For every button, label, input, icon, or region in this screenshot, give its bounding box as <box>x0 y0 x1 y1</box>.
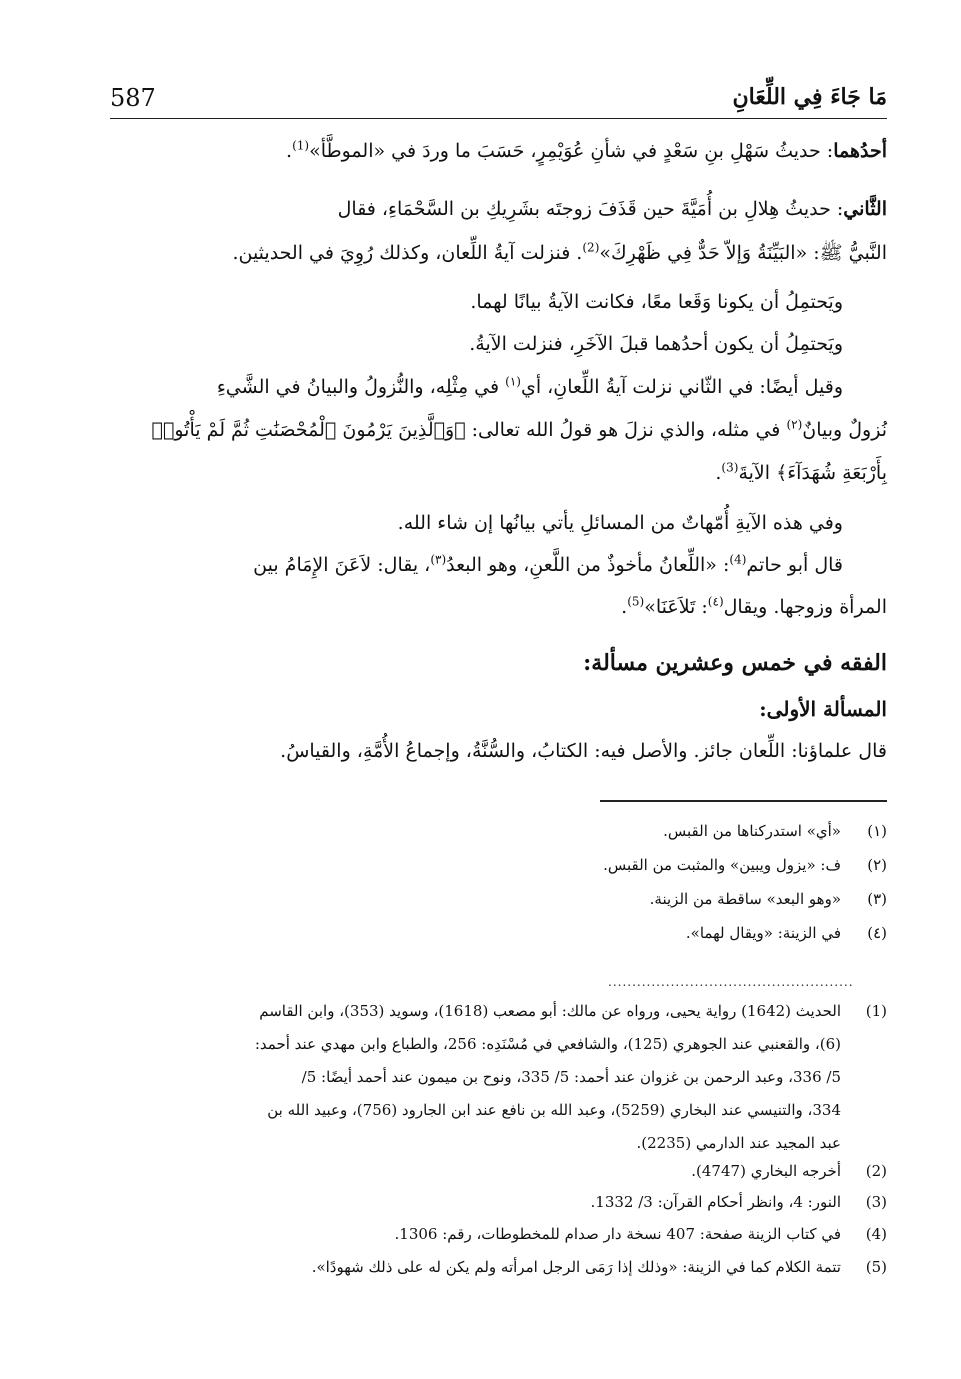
footnote-item <box>312 1258 887 1276</box>
footnote-text: أخرجه البخاري (4747). <box>691 1162 841 1180</box>
footnote-ref: (٤) <box>707 594 724 609</box>
page-header <box>110 80 887 120</box>
footnote-item <box>650 890 887 908</box>
paragraph-6: وفي هذه الآيةِ أُمّهاتٌ من المسائلِ يأتي بيانُها إن شاء الله. <box>397 512 843 534</box>
footnote-ref: (5) <box>627 594 645 609</box>
footnote-text: عبد المجيد عند الدارمي (2235). <box>636 1134 841 1152</box>
footnote-item <box>686 924 887 942</box>
footnote-number: (٣) <box>867 890 887 908</box>
footnote-number: (١) <box>867 822 887 840</box>
paragraph-3: ويَحتمِلُ أن يكونا وَقَعا معًا، فكانت الآيةُ بيانًا لهما. <box>470 291 843 313</box>
footnote-item <box>691 1162 887 1180</box>
footnote-text: في الزينة: «ويقال لهما». <box>685 924 841 942</box>
paragraph-1: أحدُهما: حديثُ سَهْلِ بنِ سَعْدٍ في شأنِ عُوَيْمِرٍ، حَسَبَ ما وردَ في «الموطَّأ»$^{(1)}$. <box>286 138 887 162</box>
footnote-text: «وهو البعد» ساقطة من الزينة. <box>649 890 841 908</box>
footnote-text: (6)، والقعنبي عند الجوهري (125)، والشافعي في مُسْنَدِه: 256، والطباع وابن مهدي عند أحمد: <box>254 1035 841 1053</box>
footnote-text: تتمة الكلام كما في الزينة: «وذلك إذا رَمَى الرجل امرأته ولم يكن له على ذلك شهودًا». <box>311 1258 841 1276</box>
running-title: مَا جَاءَ فِي اللِّعَانِ <box>732 84 887 110</box>
footnote-text: 334، والتنيسي عند البخاري (5259)، وعبد الله بن نافع عند ابن الجارود (756)، وعبيد الله بن <box>267 1101 841 1119</box>
footnote-number: (2) <box>865 1162 887 1180</box>
footnote-item <box>591 1193 888 1211</box>
header-rule <box>110 118 887 119</box>
footnote-item <box>663 822 887 840</box>
footnote-number: (٢) <box>867 856 887 874</box>
footnote-ref: (٣) <box>430 552 447 567</box>
footnote-item <box>395 1225 888 1243</box>
footnote-ref: (2) <box>582 240 600 255</box>
footnote-separator <box>600 800 887 802</box>
footnote-item <box>603 856 887 874</box>
footnote-text: النور: 4، وانظر أحكام القرآن: 3/ 1332. <box>590 1193 841 1211</box>
footnote-text: ف: «يزول ويبين» والمثبت من القبس. <box>603 856 841 874</box>
subsection-heading: المسألة الأولى: <box>759 697 887 721</box>
footnote-ref: (٢) <box>786 417 803 432</box>
footnote-text: في كتاب الزينة صفحة: 407 نسخة دار صدام للمخطوطات، رقم: 1306. <box>394 1225 841 1243</box>
paragraph-5-line-1: وقيل أيضًا: في الثّاني نزلت آيةُ اللِّعانِ، أي$^{(١)}$ في مِثْلِه، والنُّزولُ والبيانُ في الشَّيءِ <box>216 374 843 398</box>
footnote-number: (5) <box>865 1258 887 1276</box>
footnote-item <box>259 1002 887 1020</box>
paragraph-4: ويَحتمِلُ أن يكون أحدُهما قبلَ الآخَرِ، فنزلت الآيةُ. <box>469 333 843 355</box>
footnote-text: الحديث (1642) رواية يحيى، ورواه عن مالك: أبو مصعب (1618)، وسويد (353)، وابن القاسم <box>259 1002 841 1020</box>
paragraph-label: أحدُهما <box>833 140 887 162</box>
paragraph-label: الثَّاني <box>843 198 887 220</box>
section-heading: الفقه في خمس وعشرين مسألة: <box>583 650 887 676</box>
dotted-separator: ................................................... <box>608 975 854 989</box>
paragraph-7-line-2: المرأة وزوجها. ويقال$^{(٤)}$: تَلاَعَنَا»$^{(5)}$. <box>621 594 887 618</box>
footnote-ref: (1) <box>292 138 310 153</box>
paragraph-5-line-3: بِأَرْبَعَةِ شُهَدَآءَ﴾ الآيةَ$^{(3)}$. <box>715 460 887 484</box>
footnote-number: (1) <box>865 1002 887 1020</box>
paragraph-7-line-1: قال أبو حاتم$^{(4)}$: «اللِّعانُ مأخوذٌ من اللَّعنِ، وهو البعدُ$^{(٣)}$، يقال: لاَعَنَ الإِمَامُ بين <box>253 552 843 576</box>
paragraph-8: قال علماؤنا: اللِّعان جائز. والأصل فيه: الكتابُ، والسُّنَّةُ، وإجماعُ الأُمَّةِ، والقياسُ. <box>280 740 887 762</box>
footnote-ref: (١) <box>505 374 521 389</box>
footnote-ref: (4) <box>729 552 747 567</box>
paragraph-2-line-2: النَّبيُّ ﷺ: «البَيِّنَةُ وَإلاّ حَدٌّ فِي ظَهْرِكَ»$^{(2)}$. فنزلت آيةُ اللِّعان، وكذلك رُوِيَ في الحديثين. <box>232 240 887 264</box>
page-number: 587 <box>110 84 156 112</box>
footnote-text: 5/ 336، وعبد الرحمن بن غزوان عند أحمد: 5/ 335، ونوح بن ميمون عند أحمد أيضًا: 5/ <box>301 1068 841 1086</box>
paragraph-5-line-2: نُزولٌ وبيانٌ$^{(٢)}$ في مثله، والذي نزلَ هو قولُ الله تعالى: ﴿وَٱلَّذِينَ يَرْمُونَ ٱلْمُحْصَنَٰتِ ثُمَّ لَمْ يَأْتُوا۟ <box>151 417 887 441</box>
paragraph-2-line-1: الثَّاني: حديثُ هِلالِ بن أُمَيَّةَ حين قَذَفَ زوجتَه بشَرِيكِ بن السَّحْمَاءِ، فقال <box>337 198 887 220</box>
footnote-number: (٤) <box>867 924 887 942</box>
footnote-text: «أي» استدركناها من القبس. <box>663 822 841 840</box>
footnote-number: (3) <box>865 1193 887 1211</box>
footnote-number: (4) <box>865 1225 887 1243</box>
footnote-ref: (3) <box>721 460 739 475</box>
